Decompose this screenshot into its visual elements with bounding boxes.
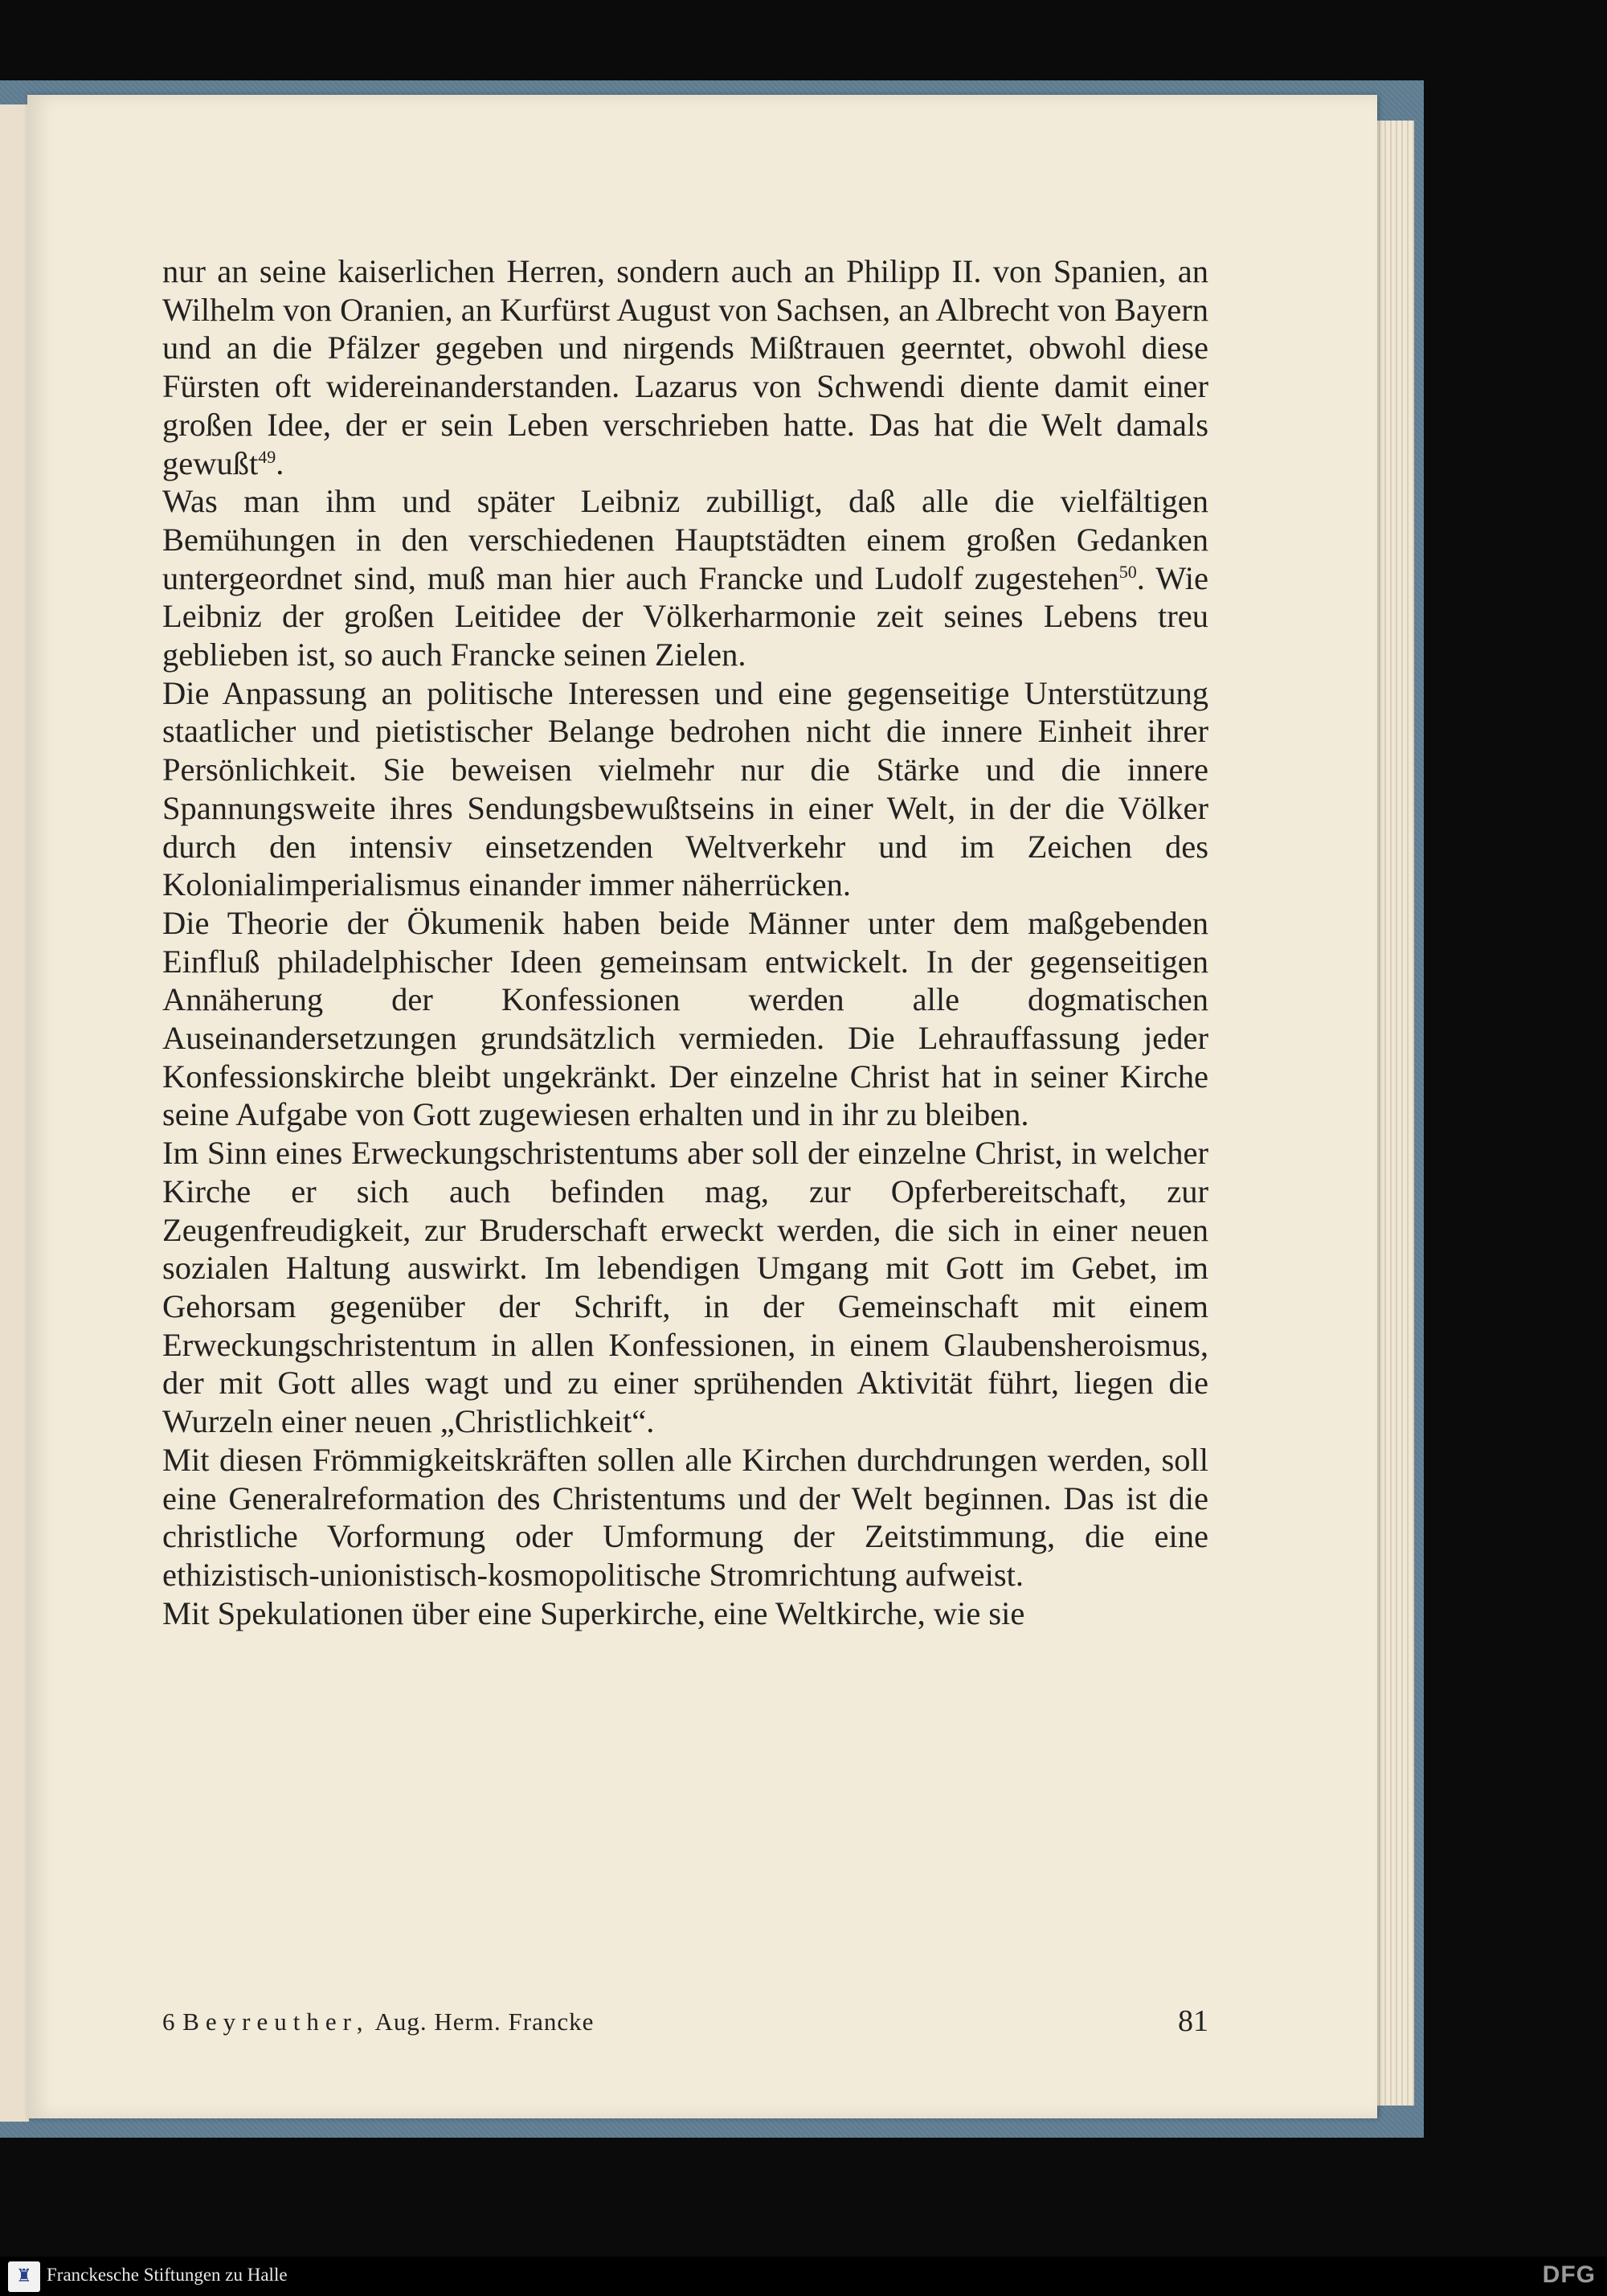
paragraph-6: Mit diesen Frömmigkeitskräften sollen alle Kirchen durchdrungen werden, soll eine Generalreformation des Christentums und der Welt beginnen. Das ist die christliche Vorformung oder Umformung der Zeitstimmung, die eine ethizistisch-unionistisch-kosmopolitische Stromrichtung aufweist. [162, 1441, 1208, 1593]
footnote-ref-49: 49 [258, 446, 276, 467]
paragraph-4: Die Theorie der Ökumenik haben beide Männer unter dem maßgebenden Einfluß philadelphischer Ideen gemeinsam entwickelt. In der gegenseitigen Annäherung der Konfessionen werden alle dogmatischen Auseinandersetzungen grundsätzlich vermieden. Die Lehrauffassung jeder Konfessionskirche bleibt ungekränkt. Der einzelne Christ hat in seiner Kirche seine Aufgabe von Gott zugewiesen erhalten und in ihr zu bleiben. [162, 904, 1208, 1133]
footnote-ref-50: 50 [1118, 561, 1137, 582]
paragraph-5: Im Sinn eines Erweckungschristentums aber soll der einzelne Christ, in welcher Kirche er sich auch befinden mag, zur Opferbereitschaft, zur Zeugenfreudigkeit, zur Bruderschaft erweckt werden, die sich in einer neuen sozialen Haltung auswirkt. Im lebendigen Umgang mit Gott im Gebet, im Gehorsam gegenüber der Schrift, in der Gemeinschaft mit einem Erweckungschristentum in allen Konfessionen, in einem Glaubensheroismus, der mit Gott alles wagt und zu einer sprühenden Aktivität führt, liegen die Wurzeln einer neuen „Christlichkeit“. [162, 1135, 1208, 1440]
printer-signature [162, 2007, 594, 2036]
signature-author: Beyreuther, [182, 2007, 370, 2036]
institution-logo-icon[interactable]: ♜ [8, 2261, 40, 2292]
paragraph-2: Was man ihm und später Leibniz zubilligt, daß alle die vielfältigen Bemühungen in den verschiedenen Hauptstädten einem großen Gedanken untergeordnet sind, muß man hier auch Francke und Ludolf zugestehen$^{50}$. Wie Leibniz der großen Leitidee der Völkerharmonie zeit seines Lebens treu geblieben ist, so auch Francke seinen Zielen. [162, 483, 1208, 673]
paragraph-3: Die Anpassung an politische Interessen und eine gegenseitige Unterstützung staatlicher und pietistischer Belange bedrohen nicht die innere Einheit ihrer Persönlichkeit. Sie beweisen vielmehr nur die Stärke und die innere Spannungsweite ihres Sendungsbewußtseins in einer Welt, in der die Völker durch den intensiv einsetzenden Weltverkehr und im Zeichen des Kolonialimperialismus einander immer näherrücken. [162, 674, 1208, 903]
institution-name[interactable]: Franckesche Stiftungen zu Halle [47, 2265, 288, 2285]
book-page [27, 95, 1377, 2118]
paragraph-1: nur an seine kaiserlichen Herren, sondern auch an Philipp II. von Spanien, an Wilhelm von Oranien, an Kurfürst August von Sachsen, an Albrecht von Bayern und an die Pfälzer gegeben und nirgends Mißtrauen geerntet, obwohl diese Fürsten oft widereinanderstanden. Lazarus von Schwendi diente damit einer großen Idee, der er sein Leben verschrieben hatte. Das hat die Welt damals gewußt$^{49}$. [162, 253, 1208, 481]
dfg-logo[interactable]: DFG [1542, 2261, 1596, 2288]
body-text [162, 252, 1208, 1632]
signature-number: 6 [162, 2007, 176, 2036]
viewer-footer-bar [0, 2257, 1607, 2296]
page-number: 81 [1178, 2004, 1208, 2038]
left-page-edge [0, 104, 29, 2122]
paragraph-7: Mit Spekulationen über eine Superkirche, eine Weltkirche, wie sie [162, 1594, 1025, 1631]
signature-title: Aug. Herm. Francke [374, 2007, 595, 2036]
